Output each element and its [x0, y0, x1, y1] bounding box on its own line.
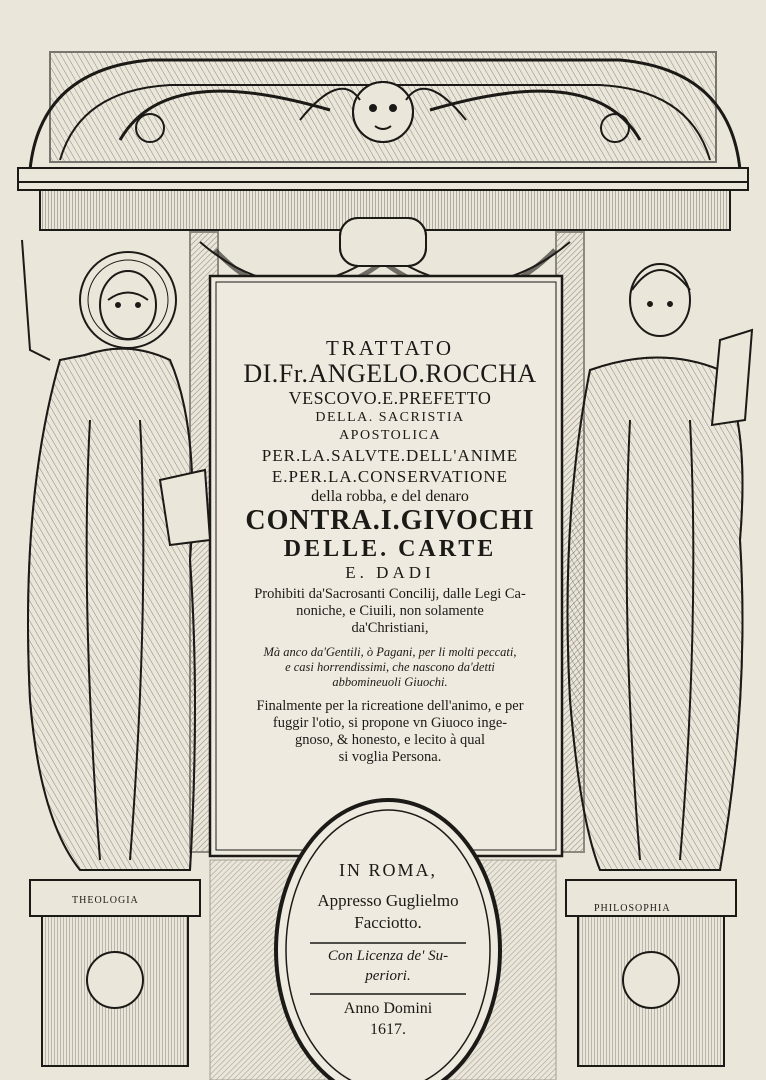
imprint-block [288, 858, 488, 1040]
title-line-sacristia: DELLA. SACRISTIA [315, 410, 465, 425]
imprint-license-line1: Con Licenza de' Su- [327, 948, 449, 964]
body-para2-line1: Mà anco da'Gentili, ò Pagani, per li molti peccati, [263, 645, 517, 659]
title-text-block [222, 336, 558, 766]
body-para2-line3: abbomineuoli Giuochi. [332, 675, 448, 689]
imprint-license-line2: periori. [365, 968, 411, 984]
pediment [30, 52, 740, 170]
imprint-year-line2: 1617. [370, 1021, 406, 1038]
body-para3-line4: si voglia Persona. [338, 749, 442, 765]
title-line-apostolica: APOSTOLICA [339, 428, 441, 443]
title-line-robba: della robba, e del denaro [311, 488, 469, 505]
title-line-vescovo: VESCOVO.E.PREFETTO [288, 388, 492, 408]
title-line-contra: CONTRA.I.GIVOCHI [245, 505, 535, 536]
title-line-salute: PER.LA.SALVTE.DELL'ANIME [261, 446, 519, 465]
body-para1-line3: da'Christiani, [351, 620, 429, 636]
philosophia-figure [568, 264, 753, 870]
theologia-figure [22, 240, 210, 870]
imprint-printer-line2: Facciotto. [354, 913, 422, 932]
body-para1-line1: Prohibiti da'Sacrosanti Concilij, dalle Legi Ca- [254, 586, 526, 602]
body-para3-line3: gnoso, & honesto, e lecito à qual [294, 732, 486, 748]
title-line-author: DI.Fr.ANGELO.ROCCHA [243, 359, 537, 388]
theologia-label: THEOLOGIA [72, 895, 139, 906]
imprint-printer-line1: Appresso Guglielmo [317, 891, 459, 910]
imprint-year-line1: Anno Domini [343, 1000, 433, 1017]
body-para1-line2: noniche, e Ciuili, non solamente [296, 603, 484, 619]
body-para3-line1: Finalmente per la ricreatione dell'animo, e per [256, 698, 524, 714]
title-line-dadi: E. DADI [345, 563, 435, 582]
body-para2-line2: e casi horrendissimi, che nascono da'detti [285, 660, 495, 674]
body-para3-line2: fuggir l'otio, si propone vn Giuoco inge- [272, 715, 508, 731]
title-line-carte: DELLE. CARTE [283, 536, 497, 562]
title-line-trattato: TRATTATO [325, 336, 455, 360]
imprint-city: IN ROMA, [338, 860, 437, 880]
title-line-conservatione: E.PER.LA.CONSERVATIONE [271, 467, 509, 486]
philosophia-label: PHILOSOPHIA [594, 903, 671, 914]
